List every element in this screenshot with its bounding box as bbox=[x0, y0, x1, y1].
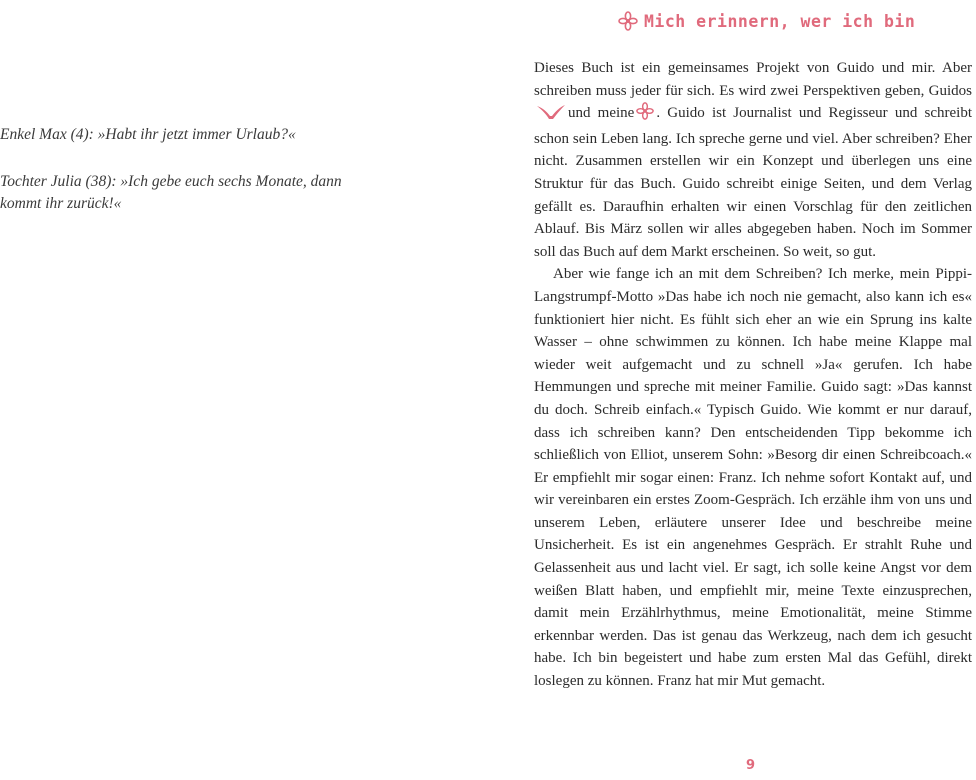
bird-icon bbox=[536, 104, 566, 128]
paragraph-1-part-1: Dieses Buch ist ein gemeinsames Projekt von Guido und mir. Aber schreiben muss jeder für sich. Es wird zwei Perspektiven geben, Guidos bbox=[534, 60, 972, 99]
left-page bbox=[0, 0, 470, 780]
quote-enkel-max: Enkel Max (4): »Habt ihr jetzt immer Urlaub?« bbox=[0, 126, 296, 143]
page-number: 9 bbox=[746, 758, 756, 773]
flower-icon bbox=[636, 102, 654, 128]
body-text bbox=[534, 57, 972, 693]
quote-tochter-julia: Tochter Julia (38): »Ich gebe euch sechs Monate, dann kommt ihr zurück!« bbox=[0, 173, 342, 212]
paragraph-1-part-3: . Guido ist Journalist und Regisseur und schreibt schon sein Leben lang. Ich spreche gerne und viel. Aber schreiben? Eher nicht. Zusammen erstellen wir ein Konzept und überlegen uns eine Struktur für das Buch. Guido schreibt einige Seiten, und dem Verlag gefällt es. Daraufhin erhalten wir einen Vorschlag für den zeitlichen Ablauf. Bis März sollen wir alles abgegeben haben. Noch im Sommer soll das Buch auf dem Markt erscheinen. So weit, so gut. bbox=[534, 105, 972, 260]
paragraph-1 bbox=[534, 57, 972, 263]
paragraph-2: Aber wie fange ich an mit dem Schreiben? Ich merke, mein Pippi-Langstrumpf-Motto »Das habe ich noch nie gemacht, also kann ich es« funktioniert hier nicht. Es fühlt sich eher an wie ein Sprung ins kalte Wasser – ohne schwimmen zu können. Ich habe meine Klappe mal wieder weit aufgemacht und zu schnell »Ja« gerufen. Ich habe Hemmungen und spreche mit meiner Familie. Guido sagt: »Das kannst du doch. Schreib einfach.« Typisch Guido. Wie kommt er nur darauf, dass ich schreiben kann? Den entscheidenden Tipp bekomme ich schließlich von Elliot, unserem Sohn: »Besorg dir einen Schreibcoach.« Er empfiehlt mir sogar einen: Franz. Ich nehme sofort Kontakt auf, und wir vereinbaren ein erstes Zoom-Gespräch. Ich erzähle ihm von uns und unserem Leben, erläutere unserer Idee und beschreibe meine Unsicherheit. Es ist ein angenehmes Gespräch. Er strahlt Ruhe und Gelassenheit aus und lacht viel. Er sagt, ich solle keine Angst vor dem weißen Blatt haben, und empfiehlt mir, meine Texte einzusprechen, damit mein Erzählrhythmus, meine Emotionalität, meine Stimme erkennbar werden. Das ist genau das Werkzeug, nach dem ich gesucht habe. Ich bin begeistert und habe zum ersten Mal das Gefühl, direkt loslegen zu können. Franz hat mir Mut gemacht. bbox=[534, 266, 972, 690]
flower-icon bbox=[618, 11, 638, 31]
running-head bbox=[618, 8, 915, 34]
right-page bbox=[534, 0, 974, 780]
running-head-title: Mich erinnern, wer ich bin bbox=[644, 11, 916, 31]
paragraph-1-part-2: und meine bbox=[568, 105, 635, 122]
